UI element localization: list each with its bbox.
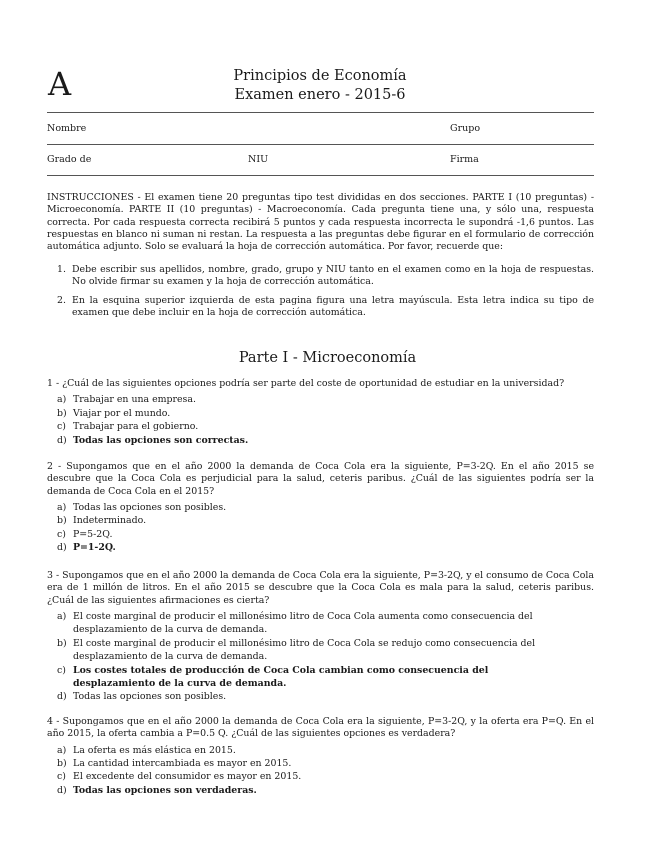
instruction-text: En la esquina superior izquierda de esta pagina figura una letra mayúscula. Esta letra indica su tipo de examen que debe incluir en la hoja de corrección automática. (72, 294, 594, 318)
option-text: El coste marginal de producir el millonésimo litro de Coca Cola aumenta como consecuencia del desplazamiento de la curva de demanda. (73, 610, 533, 636)
option-text: Todas las opciones son posibles. (73, 691, 227, 703)
course-title: Principios de Economía (233, 68, 407, 84)
instructions-list (47, 264, 594, 325)
question-2 (47, 461, 594, 555)
option-d (47, 784, 594, 797)
question-1 (47, 378, 594, 447)
signature-label: Firma (450, 154, 479, 165)
option-text: Trabajar para el gobierno. (73, 421, 199, 433)
option-letter: c) (57, 421, 66, 433)
option-text: Todas las opciones son correctas. (73, 434, 249, 446)
exam-title: Examen enero - 2015-6 (234, 87, 406, 103)
option-letter: c) (57, 664, 66, 676)
question-text: 1 - ¿Cuál de las siguientes opciones podría ser parte del coste de oportunidad de estudiar en la universidad? (47, 378, 565, 389)
option-text: Indeterminado. (73, 515, 147, 527)
option-letter: b) (57, 515, 67, 527)
option-letter: d) (57, 434, 67, 446)
instruction-text: Debe escribir sus apellidos, nombre, grado, grupo y NIU tanto en el examen como en la hoja de respuestas. No olvide firmar su examen y la hoja de corrección automática. (72, 264, 594, 288)
instruction-number: 2. (57, 294, 66, 306)
option-letter: c) (57, 528, 66, 540)
option-b (47, 637, 594, 664)
option-d (47, 690, 594, 703)
option-b (47, 407, 594, 420)
option-d (47, 541, 594, 554)
question-4 (47, 716, 594, 797)
option-text: El coste marginal de producir el millonésimo litro de Coca Cola se redujo como consecuencia del desplazamiento de la curva de demanda. (73, 637, 536, 663)
option-c (47, 420, 594, 433)
options-list (47, 610, 594, 704)
instruction-item (47, 295, 594, 320)
option-text: La cantidad intercambiada es mayor en 2015. (73, 758, 292, 769)
option-letter: a) (57, 394, 67, 406)
option-text: P=1-2Q. (73, 542, 116, 554)
group-label: Grupo (450, 123, 481, 134)
option-letter: c) (57, 771, 66, 783)
exam-type-letter: A (48, 65, 72, 103)
part-title: Parte I - Microeconomía (238, 350, 417, 366)
question-text: 2 - Supongamos que en el año 2000 la demanda de Coca Cola era la siguiente, P=3-2Q. En el año 2015 se descubre que la Coca Cola es perjudicial para la salud, ceteris paribus. ¿Cuál de las siguientes podría ser la demanda de Coca Cola en el 2015? (47, 461, 594, 497)
instruction-number: 1. (57, 264, 66, 275)
option-letter: a) (57, 610, 67, 622)
option-text: La oferta es más elástica en 2015. (73, 744, 236, 756)
degree-label: Grado de (47, 154, 92, 165)
option-letter: d) (57, 691, 67, 703)
option-letter: d) (57, 542, 67, 554)
option-text: Trabajar en una empresa. (73, 394, 196, 406)
options-list (47, 501, 594, 555)
option-letter: a) (57, 744, 67, 756)
divider (47, 112, 594, 113)
option-a (47, 393, 594, 406)
options-list (47, 393, 594, 447)
option-letter: a) (57, 501, 67, 513)
title-block (180, 67, 460, 105)
niu-label: NIU (248, 154, 269, 165)
option-text: Viajar por el mundo. (73, 407, 171, 419)
option-letter: b) (57, 407, 67, 419)
instruction-item (47, 264, 594, 289)
option-d (47, 434, 594, 447)
option-b (47, 514, 594, 527)
option-b (47, 757, 594, 770)
option-a (47, 610, 594, 637)
option-c (47, 770, 594, 783)
name-label: Nombre (47, 123, 87, 134)
option-c (47, 664, 594, 691)
option-text: El excedente del consumidor es mayor en 2015. (73, 771, 302, 783)
question-text: 4 - Supongamos que en el año 2000 la demanda de Coca Cola era la siguiente, P=3-2Q, y la oferta era P=Q. En el año 2015, la oferta cambia a P=0.5 Q. ¿Cuál de las siguientes opciones es verdadera? (47, 716, 594, 740)
option-c (47, 528, 594, 541)
option-a (47, 501, 594, 514)
option-letter: b) (57, 758, 67, 769)
option-a (47, 744, 594, 757)
option-text: Todas las opciones son posibles. (73, 501, 227, 513)
option-text: Los costes totales de producción de Coca Cola cambian como consecuencia del desplazamiento de la curva de demanda. (73, 664, 489, 689)
divider (47, 175, 594, 176)
question-text: 3 - Supongamos que en el año 2000 la demanda de Coca Cola era la siguiente, P=3-2Q, y el consumo de Coca Cola era de 1 millón de litros. En el año 2015 se descubre que la Coca Cola es mala para la salud, ceteris paribus. ¿Cuál de las siguientes afirmaciones es cierta? (47, 570, 594, 606)
option-text: P=5-2Q. (73, 528, 113, 540)
option-letter: b) (57, 637, 67, 649)
instructions-paragraph: INSTRUCCIONES - El examen tiene 20 preguntas tipo test divididas en dos secciones. PARTE I (10 preguntas) - Microeconomía. PARTE II (10 preguntas) - Macroeconomía. Cada pregunta tiene una, y sólo una, respuesta correcta. Por cada respuesta correcta recibirá 5 puntos y cada respuesta incorrecta le supondrá -1,6 puntos. Las respuestas en blanco ni suman ni restan. La respuesta a las preguntas debe figurar en el formulario de corrección automática adjunto. Solo se evaluará la hoja de corrección automática. Por favor, recuerde que: (47, 192, 594, 253)
divider (47, 144, 594, 145)
question-3 (47, 570, 594, 704)
options-list (47, 744, 594, 798)
option-letter: d) (57, 784, 67, 796)
option-text: Todas las opciones son verdaderas. (73, 784, 257, 796)
